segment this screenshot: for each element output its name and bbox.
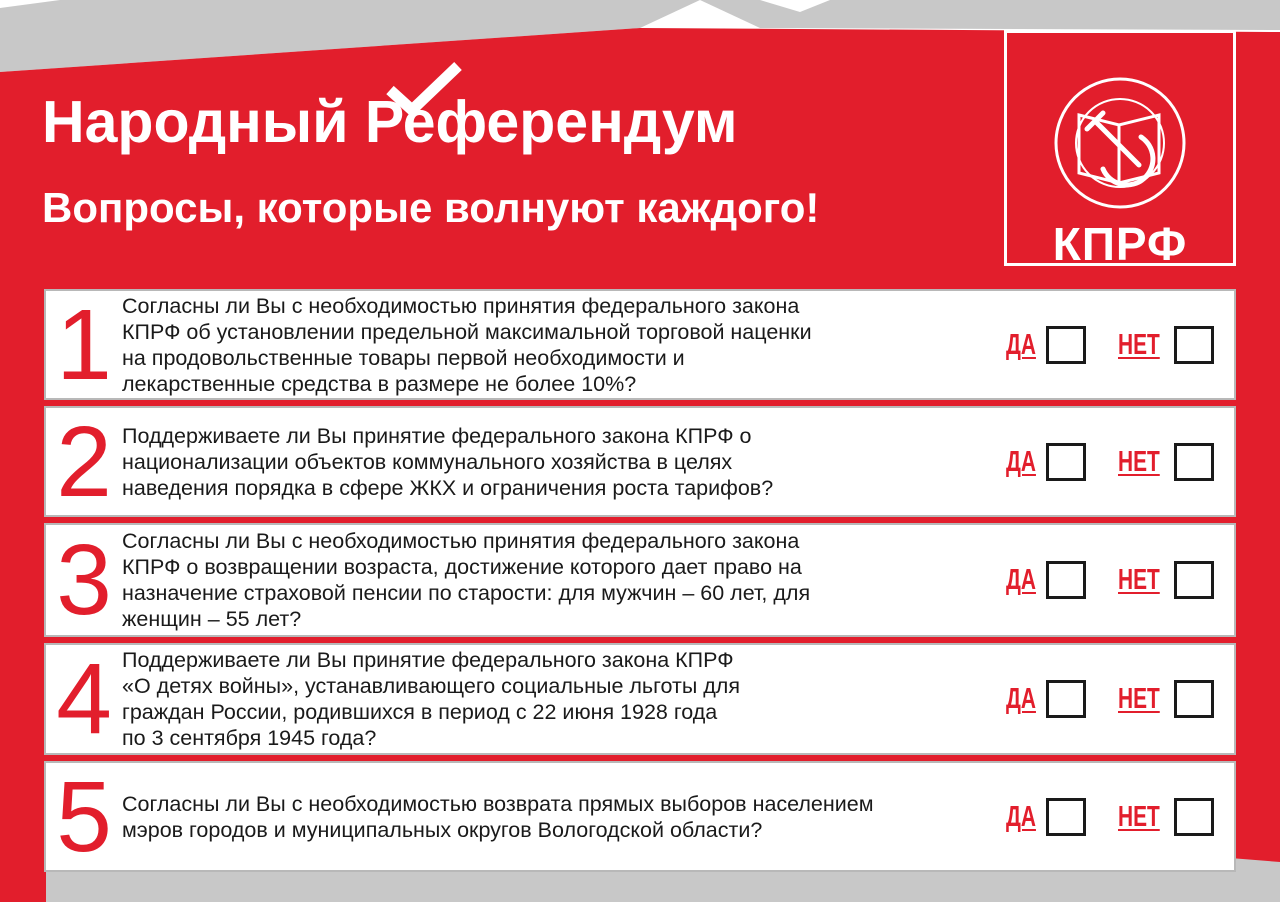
page-title: Народный Референдум xyxy=(42,89,738,155)
no-checkbox[interactable] xyxy=(1174,561,1214,599)
page-subtitle: Вопросы, которые волнуют каждого! xyxy=(42,184,820,231)
no-label: НЕТ xyxy=(1118,800,1160,833)
yes-checkbox[interactable] xyxy=(1046,561,1086,599)
no-option[interactable] xyxy=(1118,645,1214,753)
no-checkbox[interactable] xyxy=(1174,326,1214,364)
question-number: 2 xyxy=(56,405,112,518)
yes-label: ДА xyxy=(1006,445,1036,478)
yes-option[interactable] xyxy=(1006,291,1086,398)
yes-label: ДА xyxy=(1006,800,1036,833)
no-option[interactable] xyxy=(1118,525,1214,635)
yes-checkbox[interactable] xyxy=(1046,798,1086,836)
question-number: 1 xyxy=(56,288,112,401)
question-row-3 xyxy=(44,523,1236,637)
yes-label: ДА xyxy=(1006,564,1036,596)
question-number: 5 xyxy=(56,760,112,873)
no-option[interactable] xyxy=(1118,408,1214,515)
question-text: Согласны ли Вы с необходимостью принятия федерального закона КПРФ о возвращении возраста, достижение которого дает право на назначение страховой пенсии по старости: для мужчин – 60 лет, для женщин – 55 лет? xyxy=(122,529,811,631)
no-checkbox[interactable] xyxy=(1174,680,1214,718)
checkmark-icon xyxy=(386,60,462,118)
yes-checkbox[interactable] xyxy=(1046,326,1086,364)
kprf-logo xyxy=(1004,30,1236,270)
question-text: Согласны ли Вы с необходимостью возврата прямых выборов населением мэров городов и муниципальных округов Вологодской области? xyxy=(122,791,874,842)
question-row-5 xyxy=(44,761,1236,872)
no-checkbox[interactable] xyxy=(1174,798,1214,836)
question-text: Согласны ли Вы с необходимостью принятия федерального закона КПРФ об установлении предельной максимальной торговой наценки на продовольственные товары первой необходимости и лекарственные средства в размере не более 10%? xyxy=(122,293,812,396)
yes-label: ДА xyxy=(1006,328,1036,361)
no-option[interactable] xyxy=(1118,291,1214,398)
no-option[interactable] xyxy=(1118,763,1214,870)
yes-option[interactable] xyxy=(1006,525,1086,635)
yes-option[interactable] xyxy=(1006,763,1086,870)
yes-checkbox[interactable] xyxy=(1046,680,1086,718)
no-label: НЕТ xyxy=(1118,564,1160,596)
yes-option[interactable] xyxy=(1006,408,1086,515)
no-label: НЕТ xyxy=(1118,328,1160,361)
no-label: НЕТ xyxy=(1118,683,1160,715)
no-checkbox[interactable] xyxy=(1174,443,1214,481)
yes-label: ДА xyxy=(1006,683,1036,715)
question-text: Поддерживаете ли Вы принятие федерального закона КПРФ «О детях войны», устанавливающего социальные льготы для граждан России, родившихся в период с 22 июня 1928 года по 3 сентября 1945 года? xyxy=(122,648,740,750)
question-number: 4 xyxy=(56,643,112,755)
question-number: 3 xyxy=(56,524,112,636)
yes-option[interactable] xyxy=(1006,645,1086,753)
question-text: Поддерживаете ли Вы принятие федерального закона КПРФ о национализации объектов коммунального хозяйства в целях наведения порядка в сфере ЖКХ и ограничения роста тарифов? xyxy=(122,423,774,500)
question-row-2 xyxy=(44,406,1236,517)
logo-abbr: КПРФ xyxy=(1052,218,1188,270)
question-row-4 xyxy=(44,643,1236,755)
yes-checkbox[interactable] xyxy=(1046,443,1086,481)
question-row-1 xyxy=(44,289,1236,400)
no-label: НЕТ xyxy=(1118,445,1160,478)
